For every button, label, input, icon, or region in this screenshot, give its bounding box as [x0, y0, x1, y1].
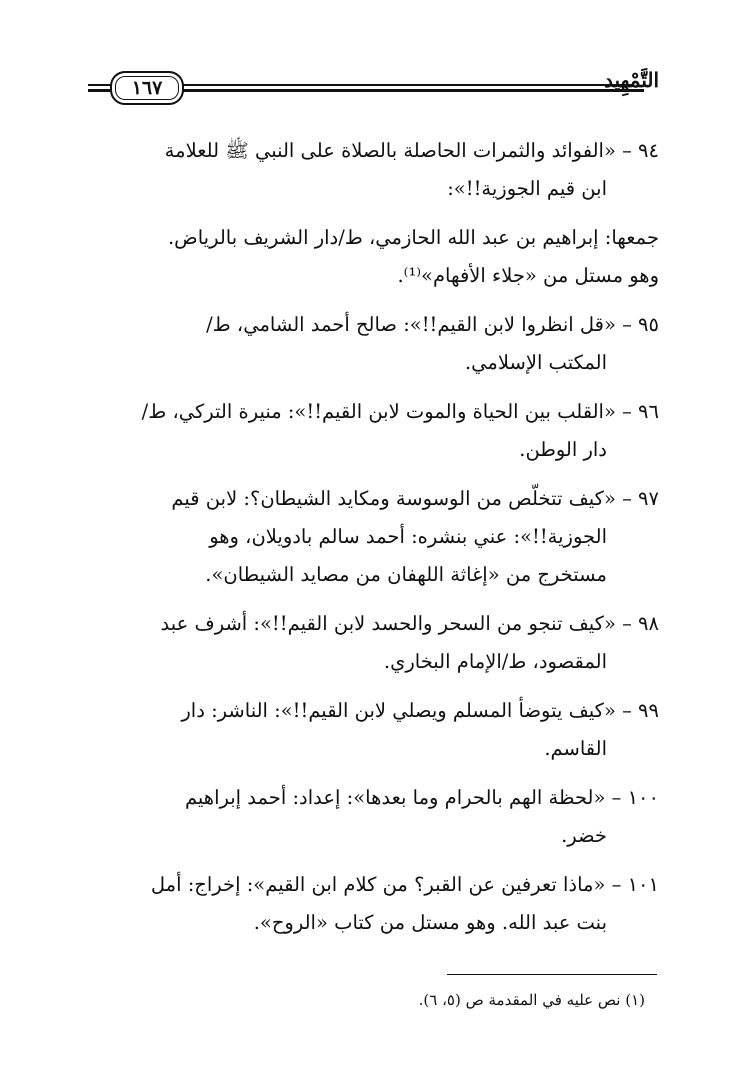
entry-line: المكتب الإسلامي.: [464, 351, 607, 374]
footnote-divider: [447, 974, 657, 975]
entry-line: ١٠٠ – «لحظة الهم بالحرام وما بعدها»: إعداد: أحمد إبراهيم: [184, 786, 659, 809]
list-item: [86, 692, 659, 768]
list-item: [86, 605, 659, 681]
entry-line: الجوزية!!»: عني بنشره: أحمد سالم بادويلان، وهو: [209, 525, 607, 548]
entry-line: دار الوطن.: [519, 438, 607, 461]
entry-line: المقصود، ط/الإمام البخاري.: [383, 650, 607, 673]
entry-line: ٩٩ – «كيف يتوضأ المسلم ويصلي لابن القيم!!»: الناشر: دار: [181, 699, 659, 722]
list-item: [86, 393, 659, 469]
entry-line: جمعها: إبراهيم بن عبد الله الحازمي، ط/دار الشريف بالرياض.: [167, 226, 659, 249]
entry-line: ٩٨ – «كيف تنجو من السحر والحسد لابن القيم!!»: أشرف عبد: [160, 612, 659, 635]
entry-line: ٩٥ – «قل انظروا لابن القيم!!»: صالح أحمد الشامي، ط/: [206, 313, 659, 336]
list-item: [86, 480, 659, 594]
entry-line: ٩٤ – «الفوائد والثمرات الحاصلة بالصلاة على النبي ﷺ للعلامة: [164, 139, 659, 162]
entry-line: ٩٦ – «القلب بين الحياة والموت لابن القيم!!»: منيرة التركي، ط/: [141, 400, 659, 423]
entry-line: بنت عبد الله. وهو مستل من كتاب «الروح».: [253, 911, 607, 934]
list-item: [86, 132, 659, 208]
entry-line: خضر.: [561, 824, 607, 847]
list-item: [86, 219, 659, 295]
footnote: (١) نص عليه في المقدمة ص (٥، ٦).: [418, 991, 645, 1009]
entry-line: ٩٧ – «كيف تتخلّص من الوسوسة ومكايد الشيطان؟: لابن قيم: [171, 487, 659, 510]
list-item: [86, 866, 659, 942]
page-header: [88, 58, 659, 108]
list-item: [86, 306, 659, 382]
running-title: التَّمْهِيد: [604, 68, 659, 92]
page-number: ١٦٧: [110, 71, 184, 105]
entry-list: [86, 132, 659, 953]
entry-line: ابن قيم الجوزية!!»:: [447, 177, 607, 200]
entry-line: القاسم.: [544, 737, 607, 760]
entry-line: مستخرج من «إغاثة اللهفان من مصايد الشيطان».: [205, 563, 607, 586]
entry-line: وهو مستل من «جلاء الأفهام»⁽¹⁾.: [397, 264, 659, 287]
entry-line: ١٠١ – «ماذا تعرفين عن القبر؟ من كلام ابن القيم»: إخراج: أمل: [150, 873, 659, 896]
list-item: [86, 779, 659, 855]
